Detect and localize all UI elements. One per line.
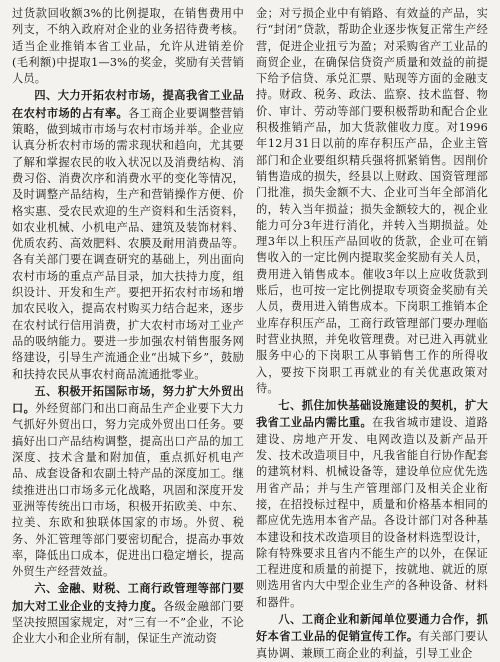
section-8-body: 有关部门要认真协调、兼顾工商企业的利益，引导工业企 xyxy=(256,630,488,660)
section-4 xyxy=(12,87,244,382)
paragraph-continued: 金；对亏损企业中有销路、有效益的产品，实行“封闭”贷款，帮助企业逐步恢复正常生产经营，促进企业扭亏为盈；对采购省产工业品的商贸企业，在确保信贷资产质量和效益的前提下给予信贷、承兑汇票、贴现等方面的金融支持。财政、税务、政法、监察、技术监督、物价、审计、劳动等部门要积极帮助和配合企业积极推销产品，加大货款催收力度。对1996年12月31日以前的库存积压产品，企业主管部门和企业要组织精兵强将抓紧销售。因削价销售造成的损失，经县以上财政、国资管理部门批准，损失金额不大、企业可当年全部消化的，转入当年损益；损失金额较大的，视企业能力可分3年进行消化，并转入当期损益。处理3年以上积压产品回收的货款，企业可在销售收入的一定比例内提取奖金奖励有关人员，费用进入销售成本。催收3年以上应收货款到账后，也可按一定比例提取专项资金奖励有关人员，费用进入销售成本。下岗职工推销本企业库存积压产品，工商行政管理部门要办理临时营业执照，并免收管理费。对已进入再就业服务中心的下岗职工从事销售工作的所得收入，要按下岗职工再就业的有关优惠政策对待。 xyxy=(256,7,488,395)
section-4-heading: 四、大力开拓农村市场，提高我省工业品在农村市场的占有率。 xyxy=(12,88,244,120)
paragraph-intro: 过货款回收额3%的比例提取，在销售费用中列支，不纳入政府对企业的业务招待费考核。适当企业推销本省工业品，允许从进销差价(毛利额)中提取1—3%的奖金，奖励有关营销人员。 xyxy=(12,7,244,86)
section-4-body: 各工商企业要调整营销策略，做到城市市场与农村市场并举。企业应认真分析农村市场的需求现状和趋向，尤其要了解和掌握农民的收入状况以及消费结构、消费习俗、消费次序和消费水平的变化等情况，及时调整产品结构，生产和营销操作方便、价格实惠、受农民欢迎的生产资料和生活资料，如农业机械、小机电产品、建筑及装饰材料、优质农药、高效肥料、农膜及耐用消费品等。各有关部门要在调查研究的基础上，列出面向农村市场的重点产品目录，加大扶持力度，组织设计、开发和生产。要把开拓农村市场和增加农民收入，提高农村购买力结合起来，逐步在农村试行信用消费，扩大农村市场对工业产品的吸纳能力。要进一步加强农村销售服务网络建设，引导生产流通企业“出城下乡”，鼓励和扶持农民从事农村商品流通批零业。 xyxy=(12,106,244,381)
section-7 xyxy=(256,397,488,611)
section-8-heading: 八、工商企业和新闻单位要通力合作，抓好本省工业品的促销宣传工作。 xyxy=(256,611,488,644)
section-6 xyxy=(12,580,244,647)
left-column xyxy=(12,6,244,646)
section-8 xyxy=(256,611,488,662)
section-6-body: 各级金融部门要坚决按照国家规定，对“三有一不”企业，不论企业大小和企业所有制，保证生产流动资 xyxy=(12,599,244,646)
section-7-heading: 七、抓住加快基础设施建设的契机，扩大我省工业品内需比重。 xyxy=(256,398,488,430)
section-7-body: 在我省城市建设、道路建设、房地产开发、电网改造以及新产品开发、技术改造项目中，凡我省能自行协作配套的建筑材料、机械设备等，建设单位应优先选用省产品；并与生产管理部门及相关企业衔接，在招投标过程中，质量和价格基本相同的都应优先选用本省产品。各设计部门对各种基本建设和技术改造项目的设备材料选型设计，除有特殊要求且省内不能生产的以外，在保证工程进度和质量的前提下，按就地、就近的原则选用省内大中型企业生产的各种设备、材料和器件。 xyxy=(256,416,488,609)
section-6-heading: 六、金融、财税、工商行政管理等部门要加大对工业企业的支持力度。 xyxy=(12,581,244,613)
section-5 xyxy=(12,383,244,581)
section-5-body: 外经贸部门和出口商品生产企业要下大力气抓好外贸出口，努力完成外贸出口任务。要搞好出口产品结构调整，提高出口产品的加工深度、技术含量和附加值，重点抓好机电产品、成套设备和农副土特产品的深度加工。继续推进出口市场多元化战略，巩固和深度开发亚洲等传统出口市场，积极开拓欧美、中东、拉美、东欧和独联体国家的市场。外贸、税务、外汇管理等部门要密切配合，提高办事效率，降低出口成本，促进出口稳定增长，提高外贸生产经营效益。 xyxy=(12,402,244,579)
section-5-heading: 五、积极开拓国际市场，努力扩大外贸出口。 xyxy=(12,383,244,416)
right-column xyxy=(256,6,488,660)
